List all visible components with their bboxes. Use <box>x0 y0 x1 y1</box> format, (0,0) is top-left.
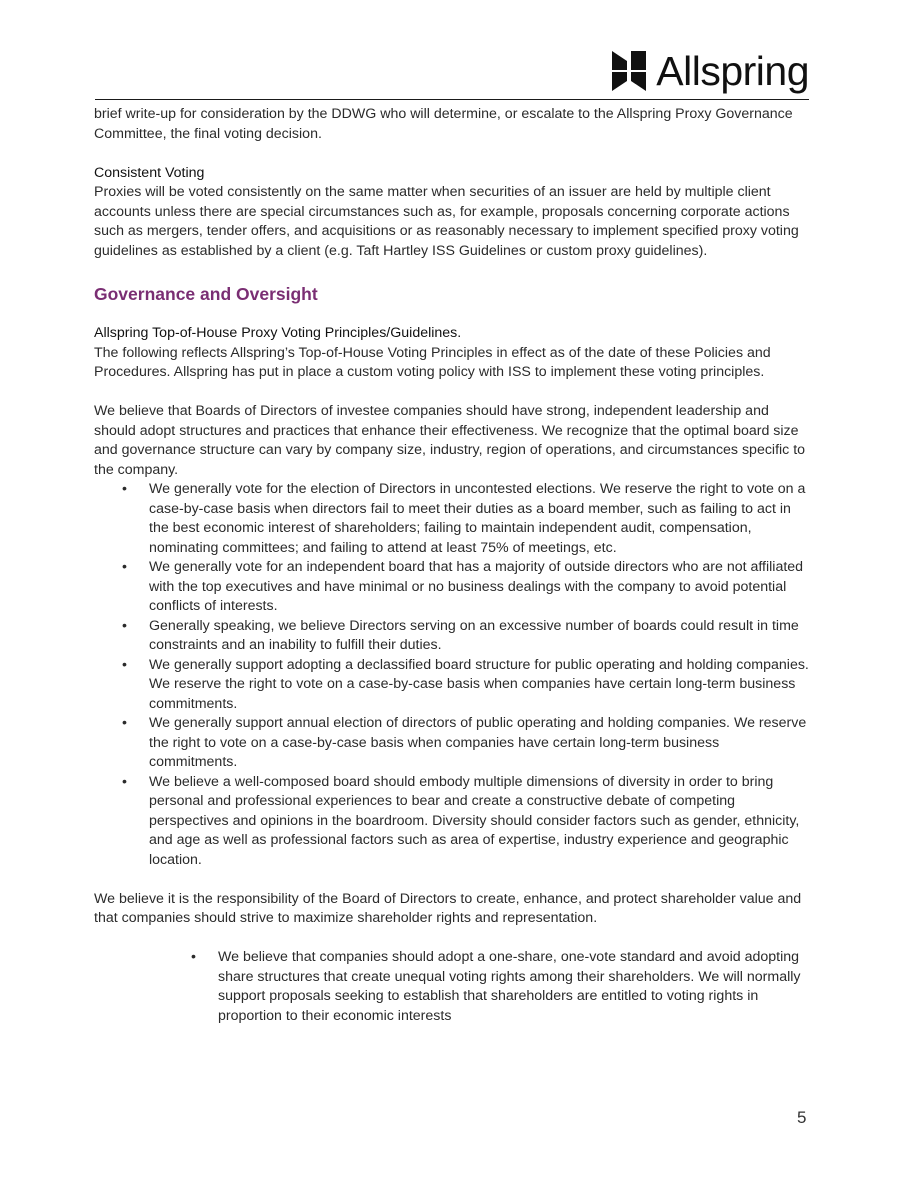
bullet-icon: • <box>122 715 127 731</box>
list-item: • We generally vote for the election of Directors in uncontested elections. We reserve the right to vote on a case-by-case basis when directors fail to meet their duties as a board member, such as failing to act in the best economic interest of shareholders; failing to maintain independent audit, compensation, nominating committees; and failing to attend at least 75% of meetings, etc. <box>122 481 806 556</box>
bullet-icon: • <box>191 949 196 965</box>
bullet-icon: • <box>122 559 127 575</box>
consistent-voting-heading: Consistent Voting <box>94 164 205 181</box>
bullet-icon: • <box>122 617 127 634</box>
principles-subheading: Allspring Top-of-House Proxy Voting Principles/Guidelines. <box>94 325 462 341</box>
list-item: • We generally vote for an independent board that has a majority of outside directors who are not affiliated with the top executives and have minimal or no business dealings with the company to avoid potential conflicts of interests. <box>122 559 804 614</box>
logo-wordmark: Allspring <box>656 47 809 94</box>
board-bullet-list <box>94 480 810 870</box>
shareholder-paragraph: We believe it is the responsibility of the Board of Directors to create, enhance, and protect shareholder value and that companies should strive to maximize shareholder rights and representation. <box>94 890 802 926</box>
consistent-voting-body: Proxies will be voted consistently on the same matter when securities of an issuer are held by multiple client accounts unless there are special circumstances such as, for example, proposals concerning corporate actions such as mergers, tender offers, and acquisitions or as reasonably necessary to implement specified proxy voting guidelines as established by a client (e.g. Taft Hartley ISS Guidelines or custom proxy guidelines). <box>94 184 799 259</box>
list-item: • We believe that companies should adopt a one-share, one-vote standard and avoid adopting share structures that create unequal voting rights among their shareholders. We will normally support proposals seeking to establish that shareholders are entitled to voting rights in proportion to their economic interests <box>191 949 801 1024</box>
shareholder-bullet-list <box>94 948 810 1026</box>
bullet-icon: • <box>122 773 127 790</box>
page-header <box>95 44 809 100</box>
list-item: • Generally speaking, we believe Directors serving on an excessive number of boards could result in time constraints and an inability to fulfill their duties. <box>122 617 799 653</box>
document-body <box>94 105 810 1026</box>
boards-paragraph: We believe that Boards of Directors of investee companies should have strong, independent leadership and should adopt structures and practices that enhance their effectiveness. We recognize that the optimal board size and governance structure can vary by company size, industry, region of operations, and circumstances specific to the company. <box>94 403 806 478</box>
list-item: • We believe a well-composed board should embody multiple dimensions of diversity in order to bring personal and professional experiences to bear and create a constructive debate of competing perspectives and opinions in the boardroom. Diversity should consider factors such as gender, ethnicity, and age as well as professional factors such as area of expertise, industry experience and geographic location. <box>122 773 800 868</box>
list-item: • We generally support adopting a declassified board structure for public operating and holding companies. We reserve the right to vote on a case-by-case basis when companies have certain long-term business commitments. <box>122 656 809 712</box>
bullet-icon: • <box>122 656 127 673</box>
bullet-icon: • <box>122 481 127 497</box>
list-item: • We generally support annual election of directors of public operating and holding companies. We reserve the right to vote on a case-by-case basis when companies have certain long-term business commitments. <box>122 715 807 770</box>
intro-continuation: brief write-up for consideration by the DDWG who will determine, or escalate to the Allspring Proxy Governance Committee, the final voting decision. <box>94 106 793 142</box>
page-number: 5 <box>797 1108 807 1127</box>
allspring-logo <box>612 48 809 94</box>
governance-section-title: Governance and Oversight <box>94 284 318 304</box>
allspring-star-icon <box>612 51 646 91</box>
principles-intro: The following reflects Allspring’s Top-of-House Voting Principles in effect as of the date of these Policies and Procedures. Allspring has put in place a custom voting policy with ISS to implement these voting principles. <box>94 344 771 380</box>
